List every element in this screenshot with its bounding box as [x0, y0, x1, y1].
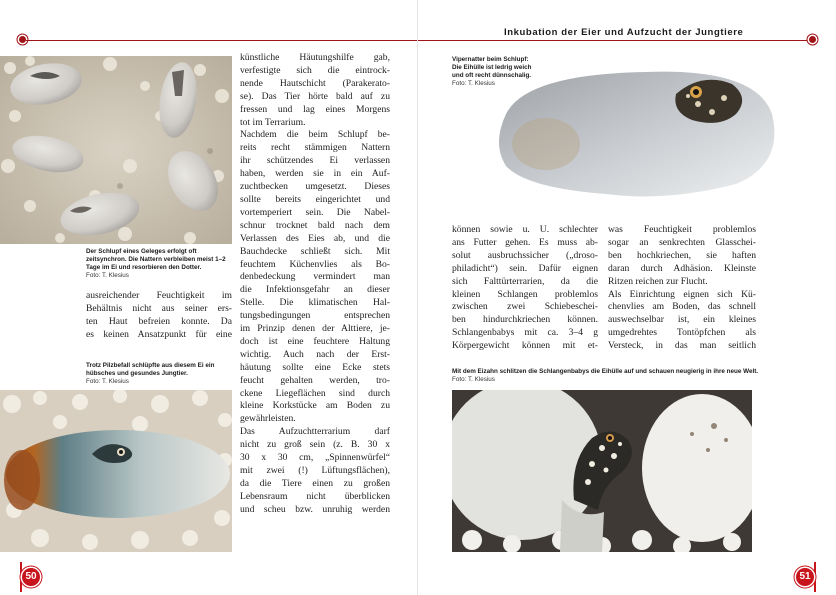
text-line: ausreichender Feuchtigkeit im — [86, 290, 232, 301]
text-line: gewährleisten. — [240, 413, 296, 425]
left-text-column-1 — [86, 290, 232, 342]
caption-viper-hatching-credit: Foto: T. Klesius — [452, 80, 495, 87]
right-text-column-2 — [608, 224, 756, 353]
running-header: Inkubation der Eier und Aufzucht der Jungtiere — [504, 27, 744, 38]
caption-snake-peeking-credit: Foto: T. Klesius — [452, 376, 495, 383]
text-line: feuchtem Küchenvlies als Bo- — [240, 258, 390, 270]
text-line: chenvlies am Boden, das schnell — [608, 301, 756, 313]
page-number-right: 51 — [796, 568, 814, 586]
text-line: Das Aufzuchtterrarium darf — [240, 426, 390, 438]
text-line: was Feuchtigkeit problemlos — [608, 224, 756, 235]
text-line: verfestigte sich die eintrock- — [240, 64, 390, 76]
text-line: Schlangenbabys mit ca. 3–4 g — [452, 327, 598, 339]
text-line: tot im Terrarium. — [240, 116, 306, 128]
text-line: die Infektionsgefahr an dieser — [240, 284, 390, 296]
text-line: im Prinzip denen der Alttiere, je- — [240, 323, 390, 335]
caption-egg-clutch — [86, 248, 236, 280]
text-line: können sowie u. U. schlechter — [452, 224, 598, 235]
text-line: Ritzen reichen zur Flucht. — [608, 275, 708, 287]
page-number-bar-right — [814, 562, 816, 592]
text-line: und scheu bzw. unruhig werden — [240, 503, 390, 515]
text-line: sollte bereits eingerichtet und — [240, 193, 390, 205]
text-line: ten Haut befreien konnte. Da — [86, 315, 232, 327]
caption-viper-hatching-text: Vipernatter beim Schlupf: Die Eihülle ist ledrig weich und oft recht dünnschalig. — [452, 56, 532, 79]
text-line: kleine Korkstücke am Boden zu — [240, 400, 390, 412]
text-line: Behältnis nicht aus seiner ers- — [86, 302, 232, 314]
header-rule-dot-left — [19, 36, 26, 43]
photo-egg-clutch — [0, 56, 232, 244]
text-line: Nachdem die beim Schlupf be- — [240, 129, 390, 141]
text-line: nende Hautschicht (Parakerato- — [240, 77, 390, 89]
text-line: häutung sollte eine Ecke stets — [240, 361, 390, 373]
caption-snake-peeking — [452, 368, 762, 384]
photo-fungus-egg — [0, 390, 232, 552]
text-line: nicht zu groß sein (z. B. 30 x — [240, 439, 390, 451]
text-line: es keinen Ansatzpunkt für eine — [86, 328, 232, 340]
text-line: schnur trocknet bald nach dem — [240, 219, 390, 231]
text-line: sogar an senkrechten Glasschei- — [608, 236, 756, 248]
text-line: Als Einrichtung eignen sich Kü- — [608, 288, 756, 300]
text-line: 30 x 30 cm, „Spinnenwürfel“ — [240, 452, 390, 464]
caption-fungus-egg-text: Trotz Pilzbefall schlüpfte aus diesem Ei ein hübsches und gesundes Jungtier. — [86, 362, 215, 377]
caption-snake-peeking-text: Mit dem Eizahn schlitzen die Schlangenbabys die Eihülle auf und schauen neugierig in ihre neue Welt. — [452, 368, 759, 375]
text-line: mit zwei (!) Lüftungsflächen), — [240, 465, 390, 476]
text-line: da die Tiere einen zu großen — [240, 477, 390, 489]
text-line: umgedrehtes Tontöpfchen als — [608, 327, 756, 339]
text-line: reits recht stämmigen Nattern — [240, 142, 390, 154]
page-number-left: 50 — [22, 568, 40, 586]
text-line: doch ist eine feuchtere Haltung — [240, 335, 390, 347]
text-line: denbedeckung vermindert man — [240, 271, 390, 283]
text-line: daran durch Adhäsion. Kleinste — [608, 262, 756, 274]
text-line: zuchtbecken umgesetzt. Dieses — [240, 181, 390, 193]
text-line: Verlassen des Eies ab, und die — [240, 232, 390, 244]
text-line: fressen und lag eines Morgens — [240, 103, 390, 115]
caption-fungus-egg — [86, 362, 236, 386]
fungus-egg-illustration — [0, 390, 232, 552]
text-line: feucht gehalten werden, tro- — [240, 374, 390, 386]
right-page — [418, 0, 836, 595]
header-rule — [418, 40, 810, 41]
header-rule — [26, 40, 418, 41]
text-line: Körpergewicht können mit et- — [452, 340, 598, 352]
text-line: solut ausbruchssicher („droso- — [452, 249, 598, 261]
text-line: wichtig. Auch nach der Erst- — [240, 348, 390, 360]
text-line: Lebensraum nicht überblicken — [240, 490, 390, 502]
text-line: auswechselbar ist, ein kleines — [608, 314, 756, 326]
caption-egg-clutch-text: Der Schlupf eines Geleges erfolgt oft zeitsynchron. Die Nattern verbleiben meist 1–2 Tage im Ei und resorbieren den Dotter. — [86, 248, 226, 271]
text-line: haben, werden sie in ein Auf- — [240, 168, 390, 180]
text-line: ckene Liegeflächen sind durch — [240, 387, 390, 399]
photo-snake-peeking — [452, 390, 752, 552]
header-rule-dot-right — [809, 36, 816, 43]
caption-egg-clutch-credit: Foto: T. Klesius — [86, 272, 129, 279]
caption-fungus-egg-credit: Foto: T. Klesius — [86, 378, 129, 385]
text-line: Versteck, in das man seitlich — [608, 340, 756, 352]
text-line: vortemperiert sein. Die Nabel- — [240, 206, 390, 218]
egg-clutch-illustration — [0, 56, 232, 244]
text-line: Stelle. Die klimatischen Hal- — [240, 297, 390, 309]
text-line: ben hindurchkriechen können. — [452, 314, 598, 326]
text-line: künstliche Häutungshilfe gab, — [240, 52, 390, 63]
text-line: zwischen zwei Schiebeschei- — [452, 301, 598, 313]
text-line: ihr schützendes Ei verlassen — [240, 155, 390, 167]
text-line: Bauchdecke schließt sich. Mit — [240, 245, 390, 257]
text-line: kleinen Schlangen problemlos — [452, 288, 598, 300]
right-text-column-1 — [452, 224, 598, 353]
text-line: se). Das Tier hörte bald auf zu — [240, 90, 390, 102]
snake-peeking-illustration — [452, 390, 752, 552]
text-line: ans Futter gehen. Es muss ab- — [452, 236, 598, 248]
text-line: ben hochkriechen, sie haften — [608, 249, 756, 261]
text-line: tungsbedingungen entsprechen — [240, 310, 390, 322]
left-text-column-2 — [240, 52, 390, 517]
text-line: philadicht“) sein. Dafür eignen — [452, 262, 598, 274]
caption-viper-hatching — [452, 56, 538, 88]
text-line: sich Falttürterrarien, da die — [452, 275, 598, 287]
